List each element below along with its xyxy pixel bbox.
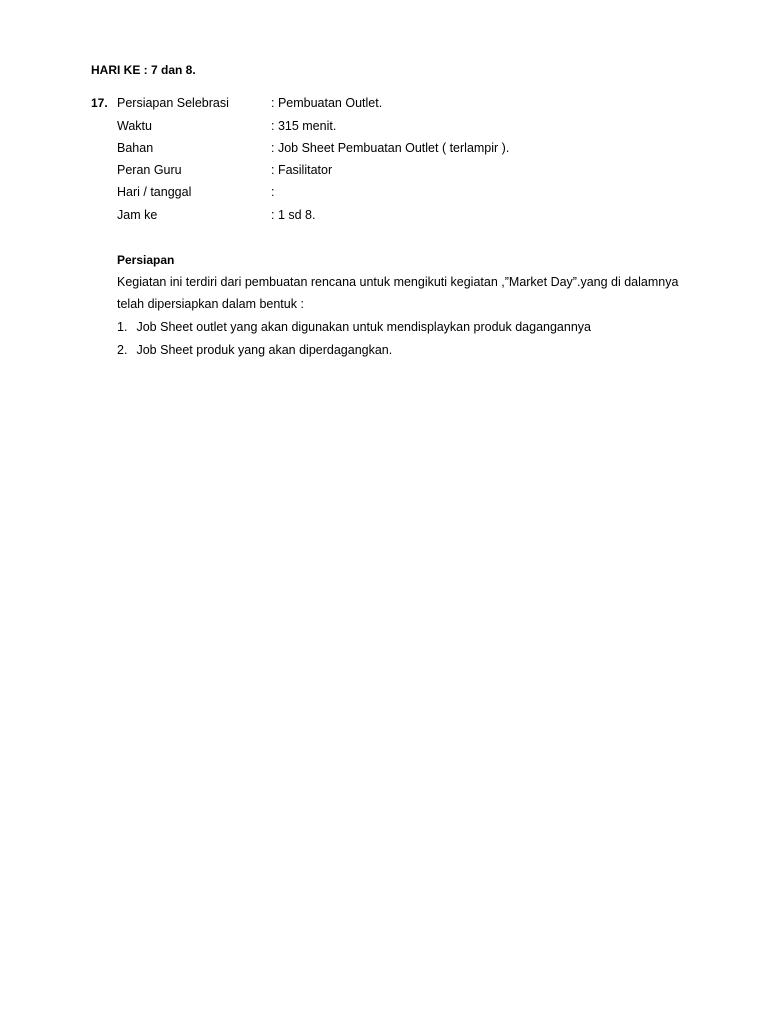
list-text: Job Sheet outlet yang akan digunakan untuk mendisplaykan produk dagangannya [136, 320, 591, 334]
day-heading: HARI KE : 7 dan 8. [91, 63, 196, 77]
field-value: : Pembuatan Outlet. [271, 96, 383, 110]
field-label: Bahan [117, 141, 154, 155]
list-number: 2. [117, 343, 128, 357]
paragraph-line: Kegiatan ini terdiri dari pembuatan rencana untuk mengikuti kegiatan ,”Market Day”.yang di dalamnya [117, 275, 679, 289]
list-number: 1. [117, 320, 128, 334]
list-item [117, 320, 591, 334]
paragraph-line: telah dipersiapkan dalam bentuk : [117, 297, 304, 311]
field-label: Waktu [117, 119, 152, 133]
field-label: Peran Guru [117, 163, 182, 177]
list-text: Job Sheet produk yang akan diperdagangkan. [136, 343, 393, 357]
field-value: : [271, 185, 275, 199]
list-item [117, 343, 392, 357]
field-label: Jam ke [117, 208, 158, 222]
field-value: : 315 menit. [271, 119, 337, 133]
field-label: Persiapan Selebrasi [117, 96, 229, 110]
item-number: 17. [91, 96, 108, 110]
field-label: Hari / tanggal [117, 185, 192, 199]
field-value: : Job Sheet Pembuatan Outlet ( terlampir ). [271, 141, 510, 155]
section-title-persiapan: Persiapan [117, 253, 175, 267]
field-value: : Fasilitator [271, 163, 333, 177]
field-value: : 1 sd 8. [271, 208, 316, 222]
